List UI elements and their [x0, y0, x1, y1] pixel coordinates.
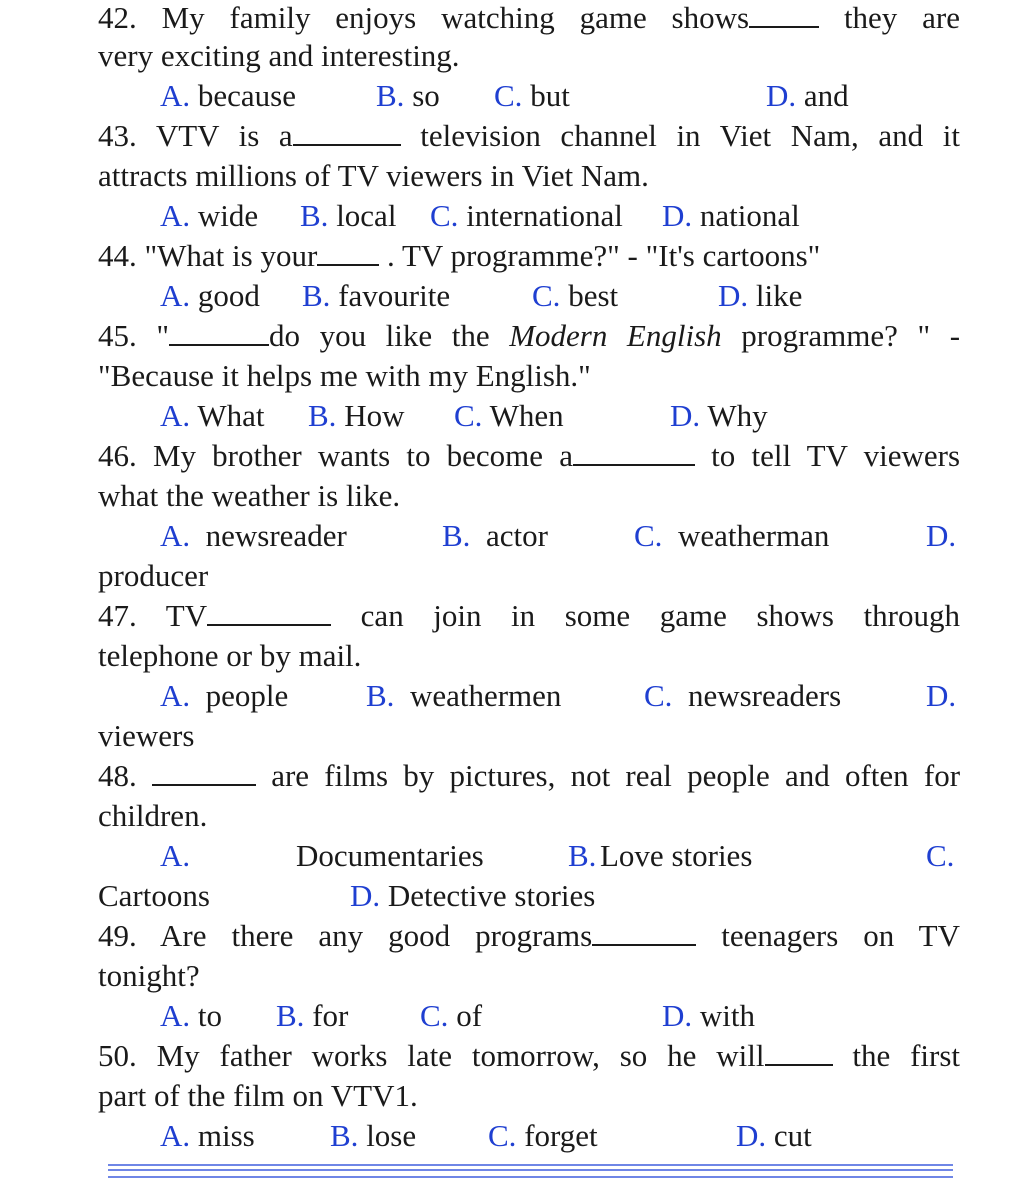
question-43: [98, 116, 960, 156]
question-46: [98, 436, 960, 476]
option-b[interactable]: B. favourite: [302, 278, 451, 313]
question-48-line-2: children.: [98, 798, 208, 833]
question-43-line-2: attracts millions of TV viewers in Viet Nam.: [98, 158, 649, 193]
option-a[interactable]: A. What: [160, 398, 265, 433]
question-text: TV: [165, 598, 208, 633]
question-number: 48.: [98, 758, 256, 793]
question-number: 44.: [98, 238, 137, 273]
option-d[interactable]: D. and: [766, 78, 849, 113]
question-text: Are there any good programs: [160, 918, 593, 953]
option-b[interactable]: B. lose: [330, 1118, 417, 1153]
question-number: 43.: [98, 118, 137, 153]
answer-blank: [293, 116, 401, 146]
question-text: My brother wants to become a: [152, 438, 573, 473]
option-c[interactable]: C. international: [430, 198, 623, 233]
answer-blank: [317, 236, 379, 266]
option-d-letter[interactable]: D.: [926, 678, 957, 713]
option-b-text[interactable]: Love stories: [600, 838, 753, 873]
question-text: they are: [843, 0, 961, 35]
option-a-text[interactable]: Documentaries: [296, 838, 484, 873]
question-number: 47.: [98, 598, 137, 633]
answer-blank: [765, 1036, 833, 1066]
option-a[interactable]: A. because: [160, 78, 296, 113]
option-d[interactable]: D. national: [662, 198, 800, 233]
question-text: television channel in Viet Nam, and it: [420, 118, 960, 153]
question-number: 46.: [98, 438, 137, 473]
question-text: " do you like the: [156, 318, 490, 353]
question-text: programme? " -: [741, 318, 961, 353]
question-text: My family enjoys watching game shows: [161, 0, 750, 35]
question-49-line-2: tonight?: [98, 958, 200, 993]
question-number: 50.: [98, 1038, 137, 1073]
option-c-letter[interactable]: C.: [926, 838, 955, 873]
question-text: . TV programme?" - "It's cartoons": [387, 238, 821, 273]
option-b[interactable]: B. actor: [442, 518, 548, 553]
option-d[interactable]: D. cut: [736, 1118, 812, 1153]
answer-blank: [749, 0, 819, 28]
option-b[interactable]: B. How: [308, 398, 405, 433]
option-b[interactable]: B. local: [300, 198, 397, 233]
option-c[interactable]: C. weatherman: [634, 518, 830, 553]
question-46-line-2: what the weather is like.: [98, 478, 401, 513]
question-number: 49.: [98, 918, 137, 953]
answer-blank: [573, 436, 695, 466]
question-text: to tell TV viewers: [711, 438, 961, 473]
option-d-text[interactable]: viewers: [98, 718, 195, 753]
question-text: are films by pictures, not real people and often for: [271, 758, 961, 793]
option-b[interactable]: B. so: [376, 78, 440, 113]
option-b[interactable]: B. weathermen: [366, 678, 562, 713]
question-number: 42.: [98, 0, 137, 35]
question-text: teenagers on TV: [721, 918, 960, 953]
option-c[interactable]: C. When: [454, 398, 564, 433]
option-a-letter[interactable]: A.: [160, 838, 191, 873]
option-c[interactable]: C. best: [532, 278, 619, 313]
option-d[interactable]: D. like: [718, 278, 803, 313]
answer-blank: [207, 596, 331, 626]
option-a[interactable]: A. miss: [160, 1118, 255, 1153]
option-c[interactable]: C. newsreaders: [644, 678, 842, 713]
option-a[interactable]: A. to: [160, 998, 223, 1033]
option-a[interactable]: A. newsreader: [160, 518, 347, 553]
question-text: VTV is a: [155, 118, 293, 153]
question-number: 45.: [98, 318, 137, 353]
answer-blank: [592, 916, 696, 946]
option-d[interactable]: D. Why: [670, 398, 768, 433]
option-d[interactable]: D. with: [662, 998, 756, 1033]
question-50: [98, 1036, 960, 1076]
option-d-letter[interactable]: D.: [926, 518, 957, 553]
question-44: [98, 236, 960, 276]
option-c[interactable]: C. of: [420, 998, 483, 1033]
question-45: [98, 316, 960, 356]
question-45-line-2: "Because it helps me with my English.": [98, 358, 591, 393]
footer-divider: [108, 1164, 953, 1178]
option-a[interactable]: A. wide: [160, 198, 259, 233]
option-a[interactable]: A. good: [160, 278, 260, 313]
option-a[interactable]: A. people: [160, 678, 289, 713]
option-c[interactable]: C. forget: [488, 1118, 598, 1153]
question-49: [98, 916, 960, 956]
question-47-line-2: telephone or by mail.: [98, 638, 362, 673]
option-d-text[interactable]: producer: [98, 558, 209, 593]
question-text: My father works late tomorrow, so he will: [156, 1038, 765, 1073]
question-text: can join in some game shows through: [360, 598, 960, 633]
answer-blank: [152, 756, 256, 786]
option-b-letter[interactable]: B.: [568, 838, 597, 873]
question-50-line-2: part of the film on VTV1.: [98, 1078, 418, 1113]
question-42-line-2: very exciting and interesting.: [98, 38, 460, 73]
question-48: [98, 756, 960, 796]
option-b[interactable]: B. for: [276, 998, 349, 1033]
programme-title: Modern English: [509, 318, 722, 353]
question-42: [98, 0, 960, 38]
option-c-text[interactable]: Cartoons: [98, 878, 210, 913]
option-d[interactable]: D. Detective stories: [350, 878, 596, 913]
question-text: the first: [852, 1038, 961, 1073]
question-47: [98, 596, 960, 636]
question-text: "What is your: [144, 238, 318, 273]
option-c[interactable]: C. but: [494, 78, 570, 113]
answer-blank: [169, 316, 269, 346]
